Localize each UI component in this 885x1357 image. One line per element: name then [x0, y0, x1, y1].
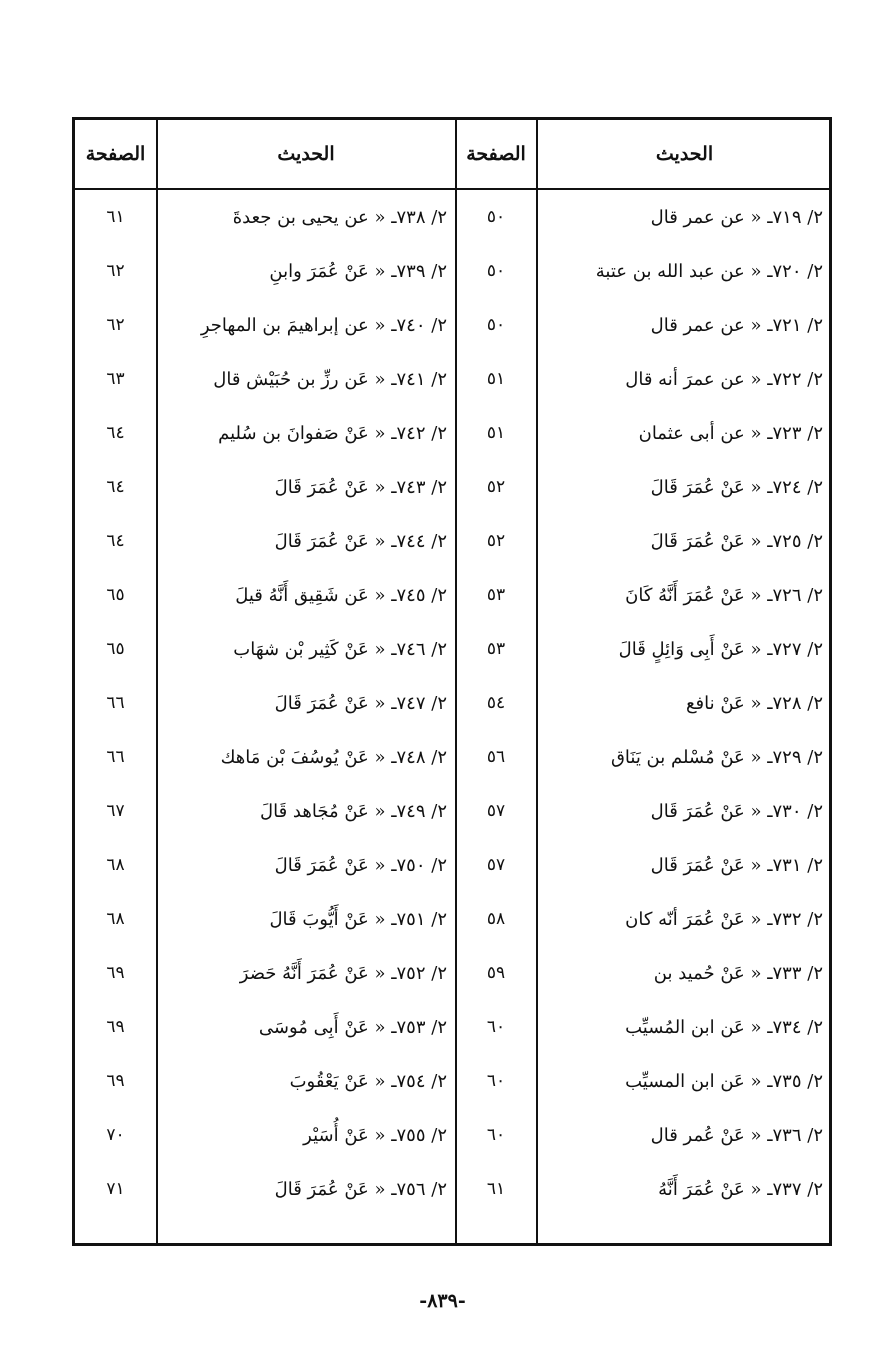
- right-page-cell: ٥٦: [486, 747, 506, 767]
- left-page-cell: ٦٨: [106, 855, 125, 875]
- left-hadith-cell: ٢/ ٧٤٠ـ « عن إبراهيمَ بن المهاجرِ: [200, 314, 447, 336]
- left-page-cell: ٦٥: [106, 639, 125, 659]
- right-page-cell: ٥٣: [486, 639, 506, 659]
- left-page-cell: ٦٩: [106, 1071, 125, 1091]
- table-row: [75, 406, 829, 460]
- table-row: [75, 676, 829, 730]
- right-hadith-cell: ٢/ ٧٣١ـ « عَنْ عُمَرَ قَال: [650, 854, 823, 876]
- right-hadith-cell: ٢/ ٧٣٦ـ « عَنْ عُمر قال: [650, 1124, 823, 1146]
- right-page-cell: ٥٢: [486, 531, 506, 551]
- header-hadith-left: الحديث: [277, 143, 335, 165]
- left-hadith-cell: ٢/ ٧٥٣ـ « عَنْ أَبِى مُوسَى: [258, 1016, 447, 1038]
- right-page-cell: ٥٠: [486, 315, 506, 335]
- left-hadith-cell: ٢/ ٧٤٥ـ « عَن شَقِيق أَنَّهُ قيلَ: [235, 584, 447, 606]
- right-hadith-cell: ٢/ ٧٢٦ـ « عَنْ عُمَرَ أَنَّهُ كَانَ: [625, 584, 823, 606]
- left-hadith-cell: ٢/ ٧٥٠ـ « عَنْ عُمَرَ قَالَ: [274, 854, 447, 876]
- right-hadith-cell: ٢/ ٧٢٥ـ « عَنْ عُمَرَ قَالَ: [650, 530, 823, 552]
- left-page-cell: ٦٧: [106, 801, 125, 821]
- left-page-cell: ٦٦: [106, 747, 125, 767]
- left-page-cell: ٦١: [106, 207, 125, 227]
- table-row: [75, 190, 829, 244]
- left-hadith-cell: ٢/ ٧٥٢ـ « عَنْ عُمَرَ أَنَّهُ حَضرَ: [239, 962, 447, 984]
- right-hadith-cell: ٢/ ٧٢٩ـ « عَنْ مُسْلم بن يَنَاق: [610, 746, 823, 768]
- left-page-cell: ٦٤: [106, 423, 125, 443]
- right-hadith-cell: ٢/ ٧٢٤ـ « عَنْ عُمَرَ قَالَ: [650, 476, 823, 498]
- table-row: [75, 568, 829, 622]
- right-page-cell: ٥٠: [486, 261, 506, 281]
- right-hadith-cell: ٢/ ٧٢٢ـ « عن عمرَ أنه قال: [625, 368, 823, 390]
- right-hadith-cell: ٢/ ٧٢٨ـ « عَنْ نافع: [685, 692, 823, 714]
- right-page-cell: ٥٩: [486, 963, 506, 983]
- table-row: [75, 460, 829, 514]
- left-page-cell: ٦٢: [106, 315, 125, 335]
- index-table: [72, 117, 832, 1246]
- left-hadith-cell: ٢/ ٧٤٧ـ « عَنْ عُمَرَ قَالَ: [274, 692, 447, 714]
- left-hadith-cell: ٢/ ٧٥٤ـ « عَنْ يَعْقُوبَ: [289, 1070, 447, 1092]
- right-hadith-cell: ٢/ ٧٢٣ـ « عن أبى عثمان: [638, 422, 823, 444]
- table-row: [75, 1162, 829, 1216]
- left-page-cell: ٦٤: [106, 477, 125, 497]
- table-row: [75, 622, 829, 676]
- table-body: [75, 190, 829, 1216]
- left-hadith-cell: ٢/ ٧٥٦ـ « عَنْ عُمَرَ قَالَ: [274, 1178, 447, 1200]
- right-page-cell: ٦٠: [486, 1125, 506, 1145]
- right-page-cell: ٥٧: [486, 855, 506, 875]
- right-hadith-cell: ٢/ ٧٢٧ـ « عَنْ أَبِى وَائِلٍ قَالَ: [618, 638, 823, 660]
- right-page-cell: ٥٣: [486, 585, 506, 605]
- left-hadith-cell: ٢/ ٧٤٨ـ « عَنْ يُوسُفَ بْن مَاهك: [220, 746, 447, 768]
- right-hadith-cell: ٢/ ٧٣٠ـ « عَنْ عُمَرَ قَال: [650, 800, 823, 822]
- table-row: [75, 352, 829, 406]
- right-page-cell: ٥١: [486, 423, 506, 443]
- left-hadith-cell: ٢/ ٧٤٢ـ « عَنْ صَفوانَ بن سُليم: [218, 422, 447, 444]
- header-page-left: الصفحة: [85, 143, 146, 165]
- header-page-right: الصفحة: [466, 143, 526, 165]
- right-hadith-cell: ٢/ ٧١٩ـ « عن عمر قال: [650, 206, 823, 228]
- right-hadith-cell: ٢/ ٧٢٠ـ « عن عبد الله بن عتبة: [595, 260, 823, 282]
- header-hadith-right: الحديث: [655, 143, 714, 165]
- left-page-cell: ٦٣: [106, 369, 125, 389]
- right-page-cell: ٥٤: [486, 693, 506, 713]
- left-page-cell: ٦٦: [106, 693, 125, 713]
- left-page-cell: ٦٩: [106, 1017, 125, 1037]
- table-row: [75, 1054, 829, 1108]
- table-row: [75, 946, 829, 1000]
- right-hadith-cell: ٢/ ٧٢١ـ « عن عمر قال: [650, 314, 823, 336]
- left-page-cell: ٦٥: [106, 585, 125, 605]
- table-row: [75, 784, 829, 838]
- page-number: -٨٣٩-: [419, 1290, 466, 1312]
- right-hadith-cell: ٢/ ٧٣٤ـ « عَن ابن المُسيِّب: [625, 1016, 823, 1038]
- right-hadith-cell: ٢/ ٧٣٧ـ « عَنْ عُمَرَ أَنَّهُ: [658, 1178, 823, 1200]
- left-hadith-cell: ٢/ ٧٤٤ـ « عَنْ عُمَرَ قَالَ: [274, 530, 447, 552]
- left-hadith-cell: ٢/ ٧٣٨ـ « عن يحيى بن جعدةَ: [232, 206, 447, 228]
- right-hadith-cell: ٢/ ٧٣٣ـ « عَنْ حُميد بن: [653, 962, 823, 984]
- table-row: [75, 892, 829, 946]
- left-hadith-cell: ٢/ ٧٥١ـ « عَنْ أَيُّوبَ قَالَ: [269, 908, 447, 930]
- right-hadith-cell: ٢/ ٧٣٢ـ « عَنْ عُمَرَ أنّه كان: [625, 908, 823, 930]
- left-hadith-cell: ٢/ ٧٥٥ـ « عَنْ أُسَيْر: [303, 1124, 447, 1146]
- left-hadith-cell: ٢/ ٧٤٣ـ « عَنْ عُمَرَ قَالَ: [274, 476, 447, 498]
- right-page-cell: ٥١: [486, 369, 506, 389]
- left-page-cell: ٧١: [106, 1179, 125, 1199]
- table-row: [75, 730, 829, 784]
- right-page-cell: ٥٨: [486, 909, 506, 929]
- right-hadith-cell: ٢/ ٧٣٥ـ « عَن ابن المسيِّب: [625, 1070, 823, 1092]
- left-hadith-cell: ٢/ ٧٤١ـ « عَن رزِّ بن حُبَيْش قال: [213, 368, 447, 390]
- right-page-cell: ٥٢: [486, 477, 506, 497]
- table-row: [75, 514, 829, 568]
- left-page-cell: ٦٢: [106, 261, 125, 281]
- left-page-cell: ٧٠: [106, 1125, 125, 1145]
- table-row: [75, 244, 829, 298]
- right-page-cell: ٥٠: [486, 207, 506, 227]
- table-row: [75, 838, 829, 892]
- right-page-cell: ٥٧: [486, 801, 506, 821]
- right-page-cell: ٦١: [486, 1179, 506, 1199]
- left-hadith-cell: ٢/ ٧٣٩ـ « عَنْ عُمَرَ وابنِ: [269, 260, 447, 282]
- left-page-cell: ٦٩: [106, 963, 125, 983]
- right-page-cell: ٦٠: [486, 1017, 506, 1037]
- left-hadith-cell: ٢/ ٧٤٩ـ « عَنْ مُجَاهد قَالَ: [260, 800, 447, 822]
- left-page-cell: ٦٤: [106, 531, 125, 551]
- right-page-cell: ٦٠: [486, 1071, 506, 1091]
- left-hadith-cell: ٢/ ٧٤٦ـ « عَنْ كَثِير بْن شهَاب: [233, 638, 447, 660]
- table-row: [75, 1000, 829, 1054]
- left-page-cell: ٦٨: [106, 909, 125, 929]
- table-row: [75, 1108, 829, 1162]
- table-row: [75, 298, 829, 352]
